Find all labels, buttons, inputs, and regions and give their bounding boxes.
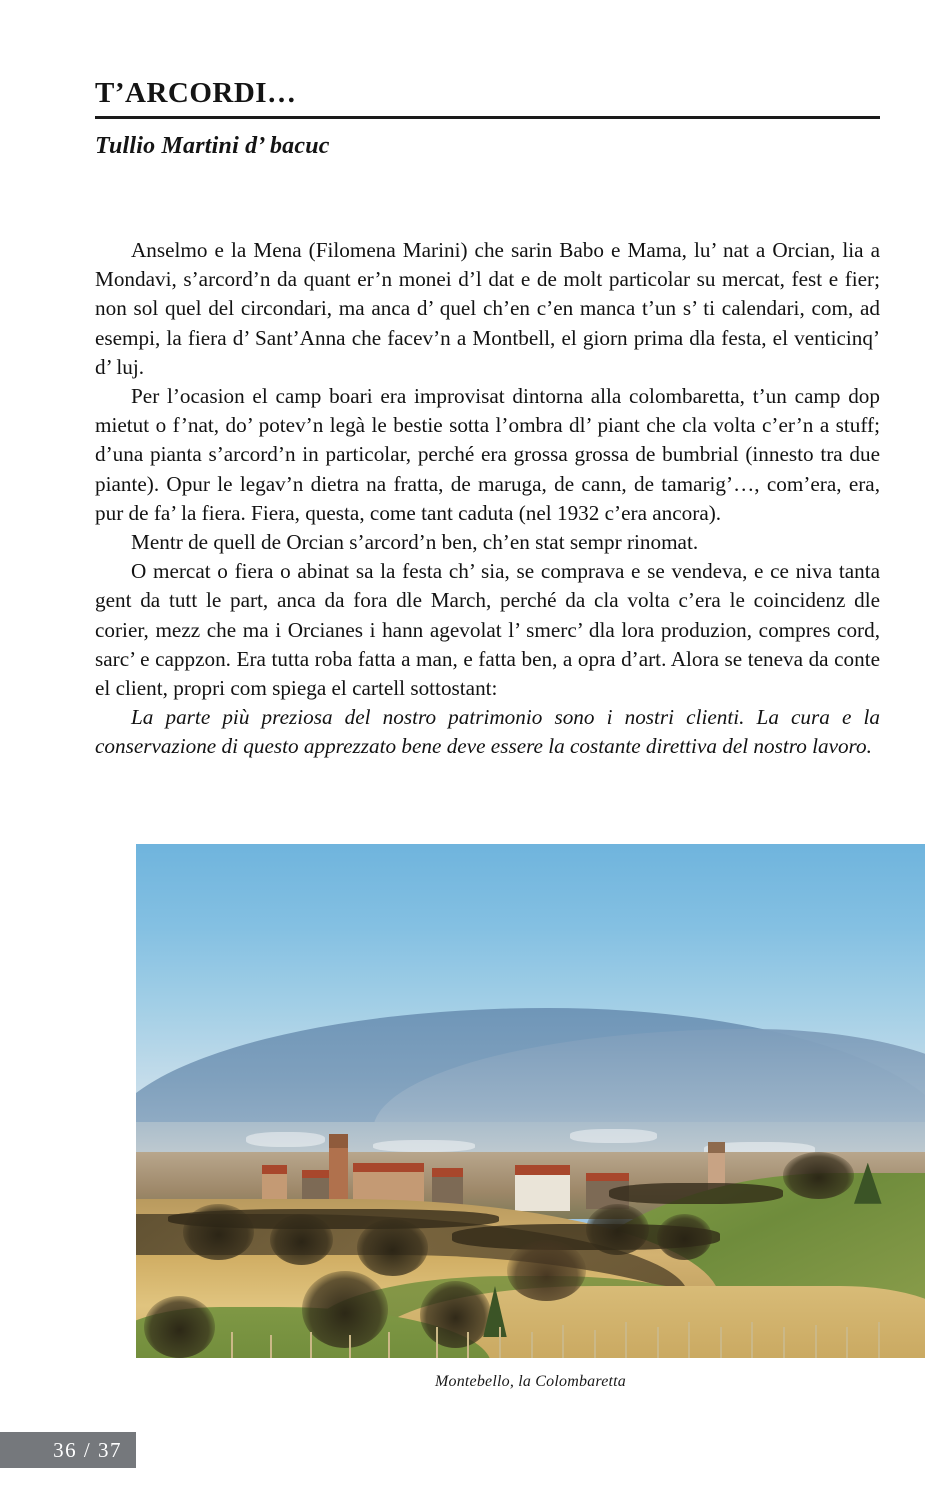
page-title: T’ARCORDI… xyxy=(95,77,297,109)
photo-vineyard-stake xyxy=(751,1322,753,1358)
body-paragraph: O mercat o fiera o abinat sa la festa ch’ sia, se comprava e se vendeva, e ce niva tanta gent da tutt le part, anca da fora dle March, perché da cla volta c’era le coincidenz dle corier, mezz che ma i Orcianes i hann agevolat l’ smerc’ dla lora produzion, compres cord, sarc’ e cappzon. Era tutta roba fatta a man, e fatta ben, a opra d’art. Alora se teneva da conte el client, propri com spiega el cartell sottostant: xyxy=(95,559,880,701)
article-header xyxy=(95,78,880,160)
photo-vineyard-stake xyxy=(625,1322,627,1358)
photo-building-roof xyxy=(432,1168,464,1177)
photo-vineyard-stake xyxy=(436,1327,438,1358)
photo-vineyard-stake xyxy=(815,1325,817,1358)
photo-vineyard-stake xyxy=(531,1332,533,1358)
photo-valley-patch xyxy=(246,1132,325,1147)
photo-vineyard-stake xyxy=(594,1330,596,1358)
photo-valley-patch xyxy=(373,1140,476,1152)
photo-vineyard-stake xyxy=(720,1327,722,1358)
photo-bare-tree xyxy=(357,1219,428,1276)
photo-vineyard-stake xyxy=(657,1327,659,1358)
photo-bare-tree xyxy=(507,1240,586,1302)
page-number: 36 / 37 xyxy=(53,1437,122,1462)
pull-quote: La parte più preziosa del nostro patrimonio sono i nostri clienti. La cura e la conservazione di questo apprezzato bene deve essere la costante direttiva del nostro lavoro. xyxy=(95,705,880,759)
photo-bare-tree xyxy=(657,1214,712,1260)
photo-building-roof xyxy=(353,1163,424,1173)
photo-building-roof xyxy=(515,1165,570,1175)
figure xyxy=(136,844,925,1391)
body-paragraph: Anselmo e la Mena (Filomena Marini) che sarin Babo e Mama, lu’ nat a Orcian, lia a Mondavi, s’arcord’n da quant er’n monei d’l dat e de molt particolar su mercat, fest e fier; non sol quel del circondari, ma anca d’ quel ch’en c’en manca t’un s’ ti calendari, com, ad esempi, la fiera d’ Sant’Anna che facev’n a Montbell, el giorn prima dla festa, el venticinq’ d’ luj. xyxy=(95,238,880,379)
photo-bare-tree xyxy=(302,1271,389,1348)
photo-building-roof xyxy=(262,1165,287,1173)
photo-bare-tree xyxy=(144,1296,215,1358)
photo-vineyard-stake xyxy=(783,1327,785,1358)
article-author: Tullio Martini d’ bacuc xyxy=(95,133,330,160)
photo-building-roof xyxy=(586,1173,629,1181)
photo-vineyard-stake xyxy=(388,1332,390,1358)
figure-caption: Montebello, la Colombaretta xyxy=(434,1373,626,1390)
photo-valley-patch xyxy=(570,1129,657,1142)
montebello-colombaretta-photo xyxy=(136,844,925,1358)
photo-vineyard-stake xyxy=(846,1327,848,1358)
title-divider xyxy=(95,116,880,119)
photo-vineyard-stake xyxy=(349,1335,351,1358)
body-paragraph: Per l’ocasion el camp boari era improvisat dintorna alla colombaretta, t’un camp dop mietut o f’nat, do’ potev’n legà le bestie sotta l’ombra dl’ piant che cla volta c’er’n a stuff; d’una pianta s’arcord’n in particolar, perché era grossa grossa de bumbrial (innesto tra due piante). Opur le legav’n dietra na fratta, de maruga, de cann, de tamarig’…, com’era, era, pur de fa’ la fiera. Fiera, questa, come tant caduta (nel 1932 c’era ancora). xyxy=(95,384,880,525)
article-body xyxy=(95,236,880,762)
photo-tower-cap xyxy=(329,1134,348,1147)
photo-hedgerow xyxy=(609,1183,783,1204)
page-number-bar xyxy=(0,1432,136,1468)
photo-tower-cap xyxy=(708,1142,725,1153)
photo-vineyard-stake xyxy=(499,1327,501,1358)
photo-white-house xyxy=(515,1165,570,1211)
photo-vineyard-stake xyxy=(231,1332,233,1358)
photo-bare-tree xyxy=(586,1204,649,1255)
photo-vineyard-stake xyxy=(270,1335,272,1358)
photo-vineyard-stake xyxy=(562,1325,564,1358)
photo-building-wall xyxy=(515,1175,570,1211)
photo-vineyard-stake xyxy=(467,1332,469,1358)
photo-vineyard-stake xyxy=(688,1322,690,1358)
body-paragraph: Mentr de quell de Orcian s’arcord’n ben, ch’en stat sempr rinomat. xyxy=(131,530,699,555)
photo-church-tower xyxy=(329,1134,348,1201)
photo-bare-tree xyxy=(783,1152,854,1198)
photo-bare-tree xyxy=(420,1281,491,1348)
photo-vineyard-stake xyxy=(310,1332,312,1358)
photo-vineyard-stake xyxy=(878,1322,880,1358)
